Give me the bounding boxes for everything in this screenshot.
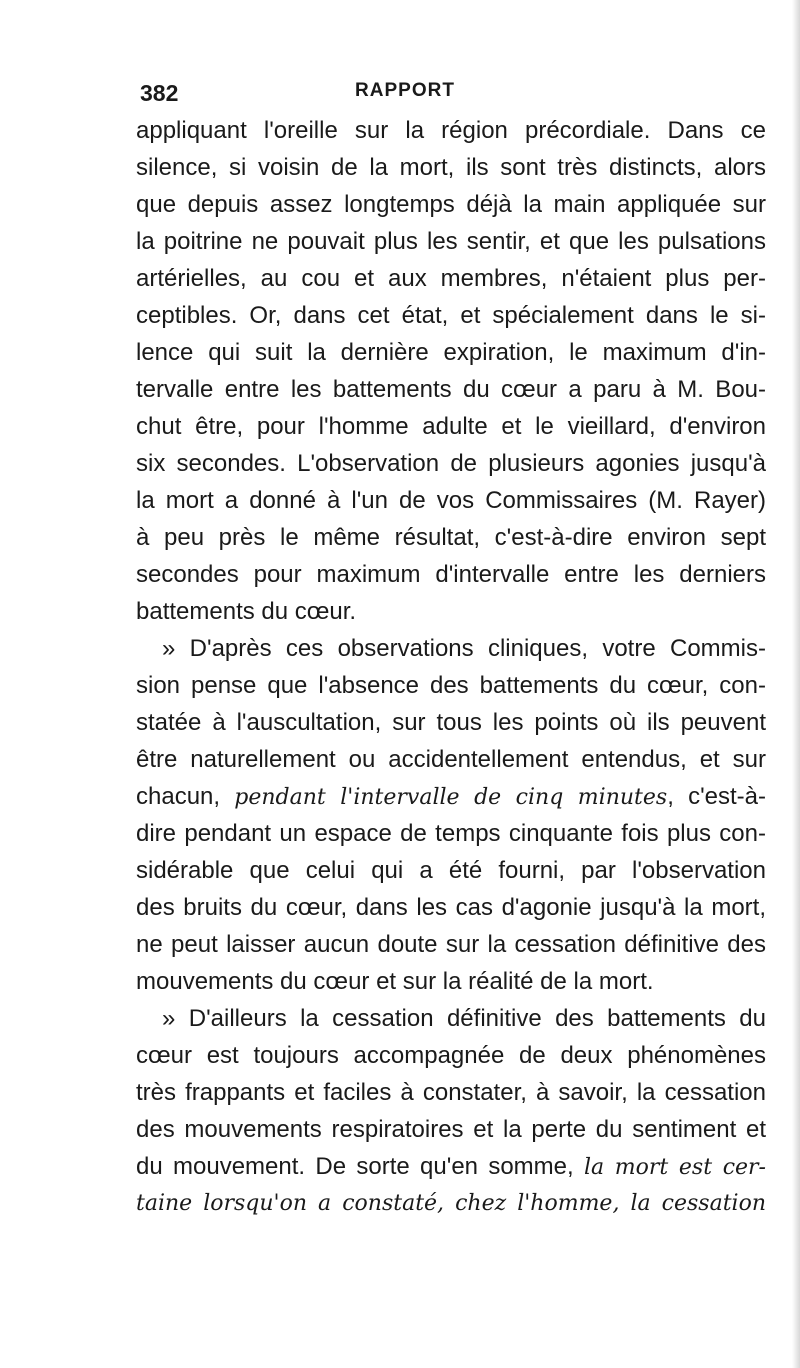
text-line: mouvements du cœur et sur la réalité de la mort.	[136, 968, 654, 995]
text-segment: chacun,	[136, 783, 235, 810]
text-line: silence, si voisin de la mort, ils sont très distincts, alors	[136, 154, 766, 181]
text-line: des bruits du cœur, dans les cas d'agonie jusqu'à la mort,	[136, 894, 766, 921]
text-line: cœur est toujours accompagnée de deux phénomènes	[136, 1042, 766, 1069]
text-line: lence qui suit la dernière expiration, le maximum d'in-	[136, 339, 766, 366]
text-line: dire pendant un espace de temps cinquante fois plus con-	[136, 820, 766, 847]
text-line: sion pense que l'absence des battements du cœur, con-	[136, 672, 766, 699]
text-line: appliquant l'oreille sur la région précordiale. Dans ce	[136, 117, 766, 144]
page-number: 382	[140, 80, 179, 106]
page-edge-shadow	[792, 0, 800, 1368]
running-title: RAPPORT	[355, 80, 455, 101]
text-line: la mort a donné à l'un de vos Commissaires (M. Rayer)	[136, 487, 766, 514]
text-line: » D'après ces observations cliniques, votre Commis-	[162, 635, 766, 662]
text-line-mixed	[136, 1148, 766, 1185]
text-line: que depuis assez longtemps déjà la main appliquée sur	[136, 191, 766, 218]
body-text	[136, 112, 766, 1222]
text-segment: du mouvement. De sorte qu'en somme,	[136, 1153, 585, 1180]
text-line: des mouvements respiratoires et la perte du sentiment et	[136, 1116, 766, 1143]
text-line: six secondes. L'observation de plusieurs agonies jusqu'à	[136, 450, 766, 477]
italic-segment: la mort est cer-	[584, 1155, 766, 1180]
text-line: à peu près le même résultat, c'est-à-dire environ sept	[136, 524, 766, 551]
italic-segment: pendant l'intervalle de cinq minutes	[234, 785, 668, 810]
page-header	[140, 80, 610, 112]
text-line: ne peut laisser aucun doute sur la cessation définitive des	[136, 931, 766, 958]
text-line: la poitrine ne pouvait plus les sentir, et que les pulsations	[136, 228, 766, 255]
text-line: artérielles, au cou et aux membres, n'étaient plus per-	[136, 265, 766, 292]
text-line: ceptibles. Or, dans cet état, et spécialement dans le si-	[136, 302, 766, 329]
text-line: statée à l'auscultation, sur tous les points où ils peuvent	[136, 709, 766, 736]
text-line: très frappants et faciles à constater, à savoir, la cessation	[136, 1079, 766, 1106]
text-line: chut être, pour l'homme adulte et le vieillard, d'environ	[136, 413, 766, 440]
text-line: tervalle entre les battements du cœur a paru à M. Bou-	[136, 376, 766, 403]
text-line: » D'ailleurs la cessation définitive des battements du	[162, 1005, 766, 1032]
text-line: être naturellement ou accidentellement entendus, et sur	[136, 746, 766, 773]
text-segment: , c'est-à-	[667, 783, 766, 810]
text-line: secondes pour maximum d'intervalle entre les derniers	[136, 561, 766, 588]
text-line-mixed	[136, 778, 766, 815]
text-line: battements du cœur.	[136, 598, 357, 625]
text-line-italic: taine lorsqu'on a constaté, chez l'homme, la cessation	[136, 1191, 766, 1216]
text-line: sidérable que celui qui a été fourni, par l'observation	[136, 857, 766, 884]
